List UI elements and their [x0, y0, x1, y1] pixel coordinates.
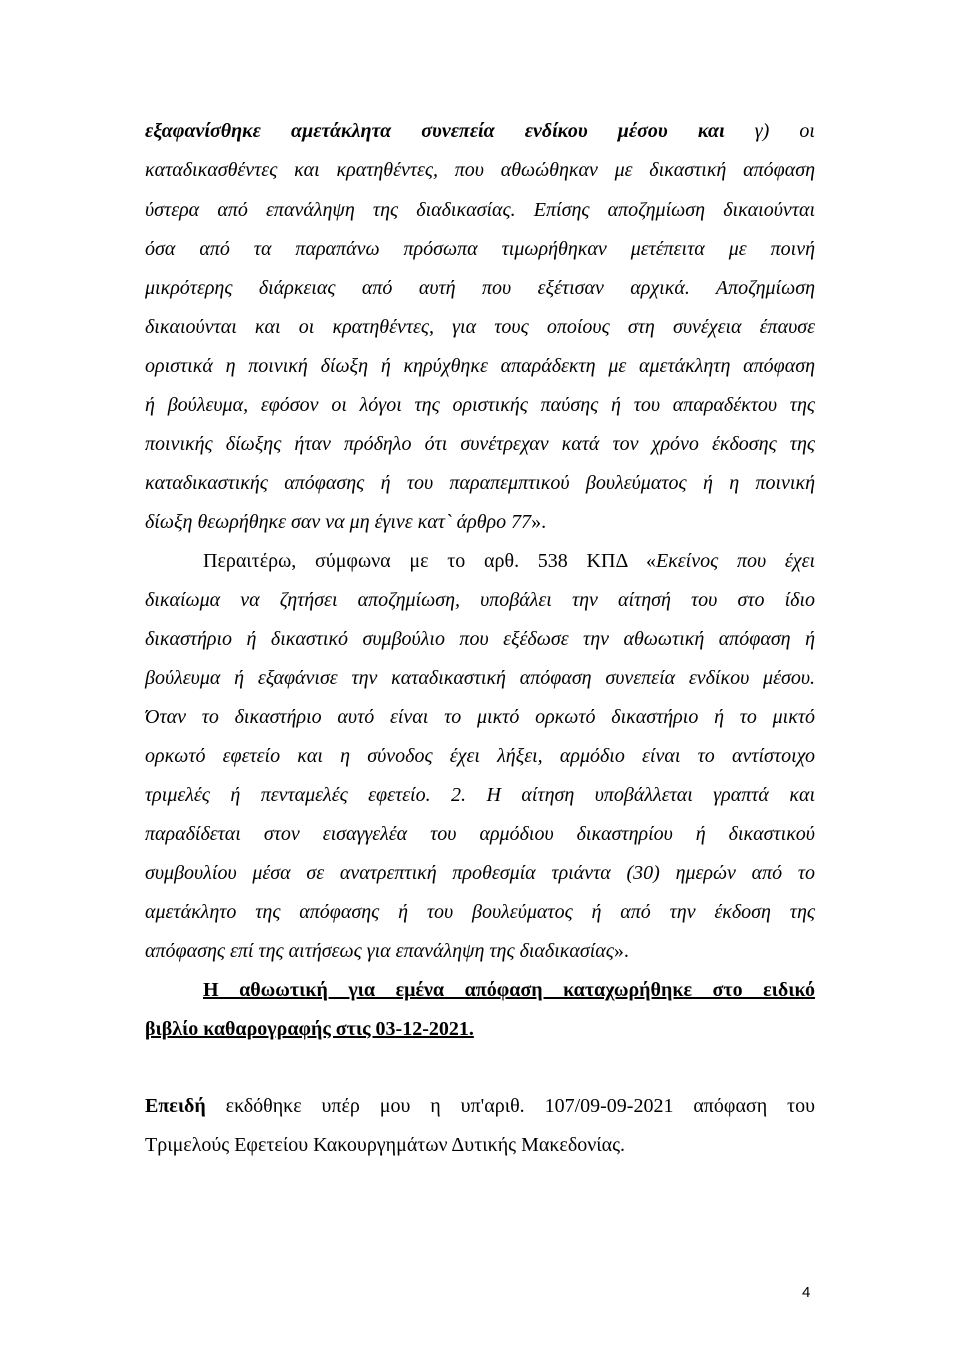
p3-line-2: βιβλίο καθαρογραφής στις 03-12-2021.	[145, 1018, 474, 1040]
p2-line-1	[203, 549, 815, 573]
p3-line-1: Η αθωωτική για εμένα απόφαση καταχωρήθηκε στο ειδικό	[203, 979, 815, 1001]
p4-bold-word: Επειδή	[145, 1095, 206, 1117]
p1-line-1-end: γ) οι	[724, 120, 815, 142]
page-number: 4	[802, 1284, 811, 1301]
p1-line-9: ποινικής δίωξης ήταν πρόδηλο ότι συνέτρεχαν κατά τον χρόνο έκδοσης της	[145, 433, 815, 455]
p2-line-2: δικαίωμα να ζητήσει αποζημίωση, υποβάλει την αίτησή του στο ίδιο	[145, 589, 815, 611]
p4-line-2: Τριμελούς Εφετείου Κακουργημάτων Δυτικής Μακεδονίας.	[145, 1134, 626, 1156]
p2-line-7: τριμελές ή πενταμελές εφετείο. 2. Η αίτηση υποβάλλεται γραπτά και	[145, 784, 815, 806]
p2-line-3: δικαστήριο ή δικαστικό συμβούλιο που εξέδωσε την αθωωτική απόφαση ή	[145, 628, 815, 650]
p2-line-9: συμβουλίου μέσα σε ανατρεπτική προθεσμία τριάντα (30) ημερών από το	[145, 862, 815, 884]
p1-line-4: όσα από τα παραπάνω πρόσωπα τιμωρήθηκαν μετέπειτα με ποινή	[145, 238, 815, 260]
p1-line-11-text: δίωξη θεωρήθηκε σαν να μη έγινε κατ` άρθρο 77	[145, 511, 532, 533]
p2-line-6: ορκωτό εφετείο και η σύνοδος έχει λήξει, αρμόδιο είναι το αντίστοιχο	[145, 745, 815, 767]
p1-line-7: οριστικά η ποινική δίωξη ή κηρύχθηκε απαράδεκτη με αμετάκλητη απόφαση	[145, 355, 815, 377]
p2-line-11	[145, 939, 815, 963]
p2-line-4: βούλευμα ή εξαφάνισε την καταδικαστική απόφαση συνεπεία ενδίκου μέσου.	[145, 667, 815, 689]
p2-line-11-text: απόφασης επί της αιτήσεως για επανάληψη της διαδικασίας	[145, 940, 614, 962]
p1-bold-phrase: εξαφανίσθηκε αμετάκλητα συνεπεία ενδίκου μέσου και	[145, 120, 725, 142]
p1-line-10: καταδικαστικής απόφασης ή του παραπεμπτικού βουλεύματος ή η ποινική	[145, 472, 815, 494]
p2-intro: Περαιτέρω, σύμφωνα με το αρθ. 538 ΚΠΔ «	[203, 550, 656, 572]
p2-line-10: αμετάκλητο της απόφασης ή του βουλεύματος ή από την έκδοση της	[145, 901, 815, 923]
p2-quote-start: Εκείνος που έχει	[655, 550, 816, 572]
p1-line-11	[145, 510, 815, 534]
p4-line-1	[145, 1094, 815, 1118]
p1-line-2: καταδικασθέντες και κρατηθέντες, που αθωώθηκαν με δικαστική απόφαση	[145, 159, 815, 181]
p1-closing-quote: ».	[531, 511, 547, 533]
p1-line-5: μικρότερης διάρκειας από αυτή που εξέτισαν αρχικά. Αποζημίωση	[145, 277, 815, 299]
p2-line-8: παραδίδεται στον εισαγγελέα του αρμόδιου δικαστηρίου ή δικαστικού	[145, 823, 815, 845]
p2-line-5: Όταν το δικαστήριο αυτό είναι το μικτό ορκωτό δικαστήριο ή το μικτό	[145, 706, 815, 728]
p2-closing-quote: ».	[613, 940, 629, 962]
p1-line-1	[145, 119, 815, 143]
p4-line-1-text: εκδόθηκε υπέρ μου η υπ'αριθ. 107/09-09-2021 απόφαση του	[205, 1095, 815, 1117]
p1-line-6: δικαιούνται και οι κρατηθέντες, για τους οποίους στη συνέχεια έπαυσε	[145, 316, 815, 338]
p1-line-8: ή βούλευμα, εφόσον οι λόγοι της οριστικής παύσης ή του απαραδέκτου της	[145, 394, 815, 416]
p1-line-3: ύστερα από επανάληψη της διαδικασίας. Επίσης αποζημίωση δικαιούνται	[145, 199, 815, 221]
